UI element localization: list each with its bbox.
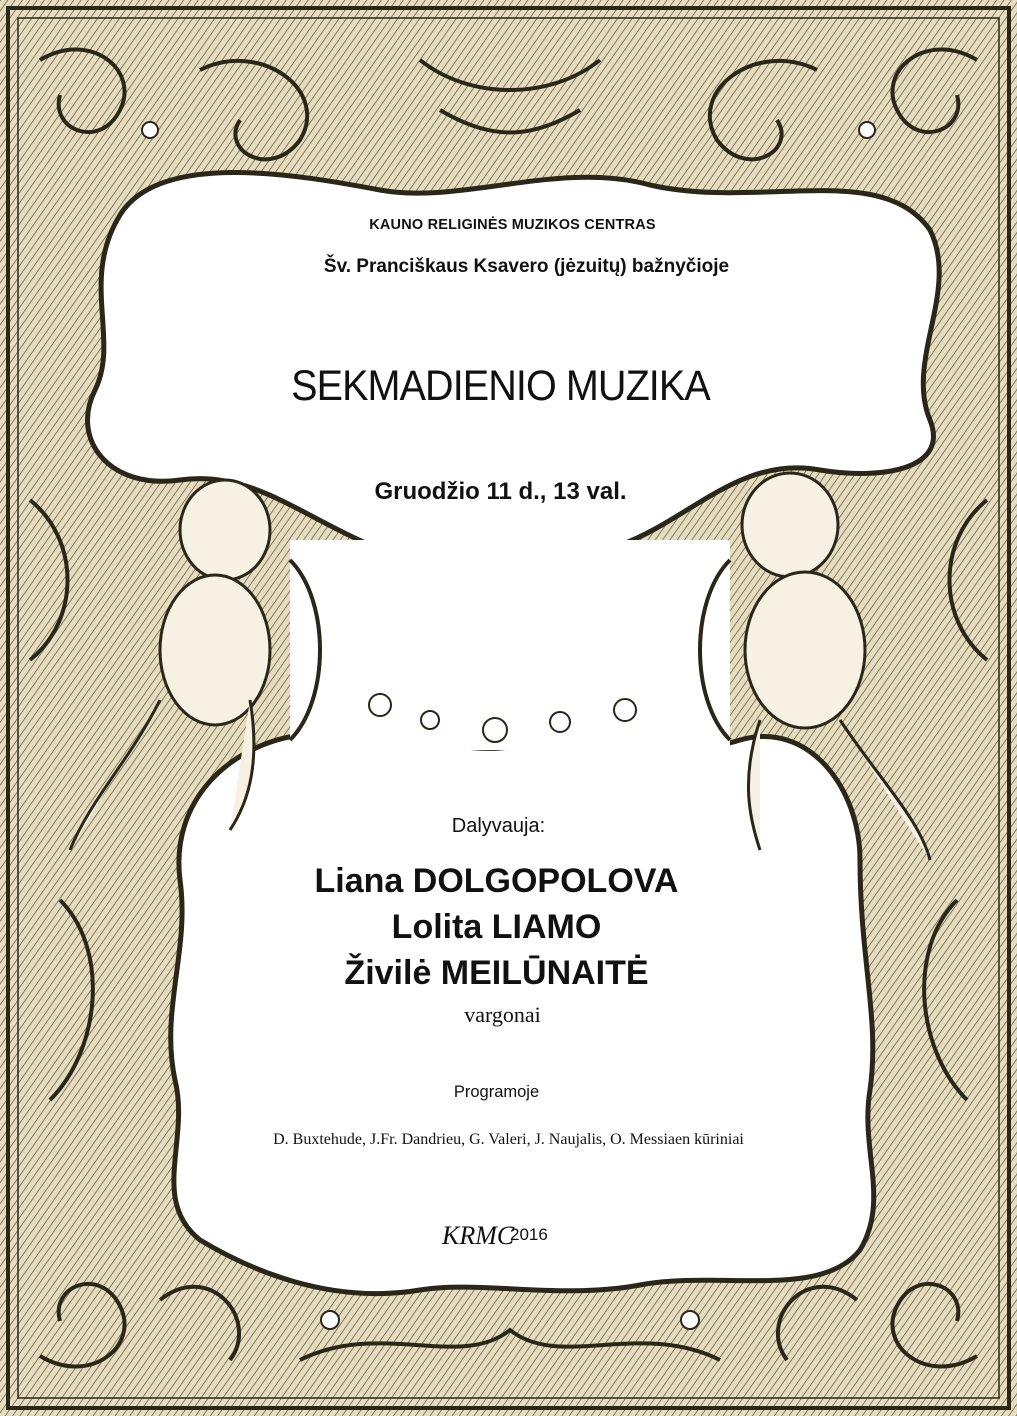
program-label: Programoje (453, 1083, 540, 1101)
series-title: SEKMADIENIO MUZIKA (291, 362, 710, 410)
logo-year: 2016 (510, 1225, 548, 1244)
event-datetime: Gruodžio 11 d., 13 val. (374, 478, 627, 505)
performer-name: Lolita LIAMO (391, 908, 602, 946)
organizer-name: KAUNO RELIGINĖS MUZIKOS CENTRAS (369, 217, 656, 233)
krmc-logo-text: KRMC (442, 1221, 515, 1250)
composers-list: D. Buxtehude, J.Fr. Dandrieu, G. Valeri, J. Naujalis, O. Messiaen kūriniai (273, 1131, 744, 1148)
performer-name: Živilė MEILŪNAITĖ (344, 954, 649, 992)
venue-line: Šv. Pranciškaus Ksavero (jėzuitų) bažnyčioje (323, 256, 730, 277)
participants-label: Dalyvauja: (451, 815, 546, 837)
instrument-label: vargonai (464, 1002, 541, 1027)
krmc-logo-icon (440, 1208, 516, 1254)
performer-name: Liana DOLGOPOLOVA (314, 862, 679, 900)
